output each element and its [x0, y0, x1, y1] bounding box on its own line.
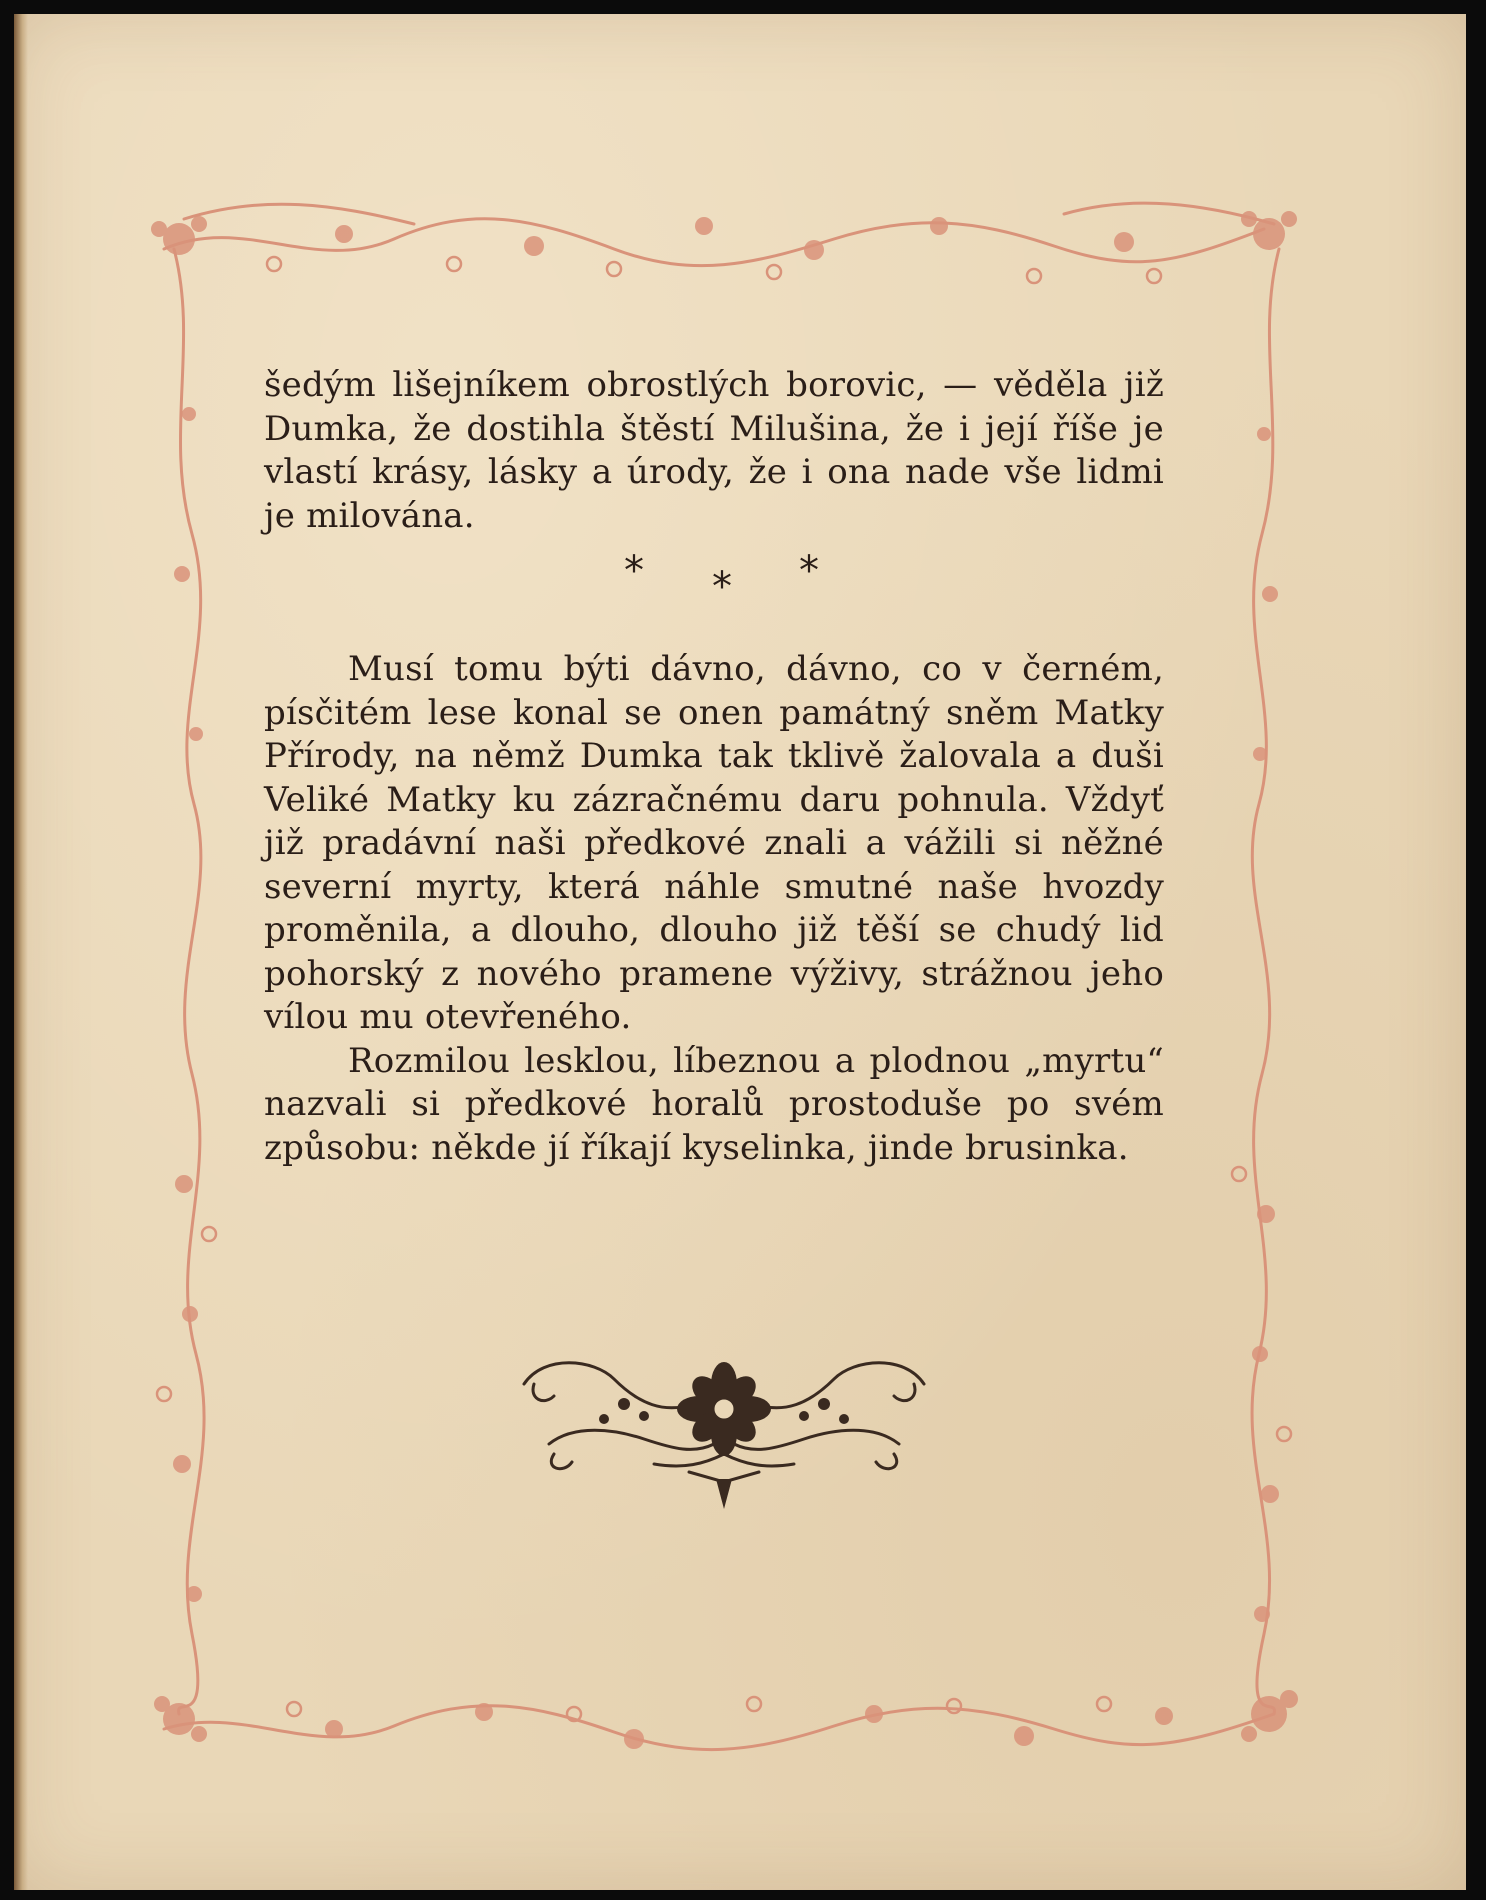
paragraph-3: Rozmilou lesklou, líbeznou a plodnou „myrtu“ nazvali si předkové horalů prostoduše po svém způsobu: někde jí říkají kyselinka, jinde brusinka.	[264, 1040, 1164, 1168]
separator-star: *	[799, 548, 820, 594]
floral-tailpiece-icon	[504, 1344, 944, 1514]
separator-star: *	[712, 564, 733, 610]
book-page	[14, 14, 1466, 1890]
paragraph-1: šedým lišejníkem obrostlých borovic, — věděla již Dumka, že dostihla štěstí Milušina, že i její říše je vlastí krásy, lásky a úrody, že i ona nade vše lidmi je milována.	[264, 365, 1164, 536]
body-text	[264, 364, 1164, 1170]
section-separator	[264, 538, 1164, 648]
separator-star: *	[624, 548, 645, 594]
paragraph-2: Musí tomu býti dávno, dávno, co v černém, písčitém lese konal se onen památný sněm Matky Přírody, na němž Dumka tak tklivě žalovala a duši Veliké Matky ku zázračnému daru pohnula. Vždyť již pradávní naši předkové znali a vážili si něžné severní myrty, která náhle smutné naše hvozdy proměnila, a dlouho, dlouho již těší se chudý lid pohorský z nového pramene výživy, strážnou jeho vílou mu otevřeného.	[264, 649, 1164, 1037]
